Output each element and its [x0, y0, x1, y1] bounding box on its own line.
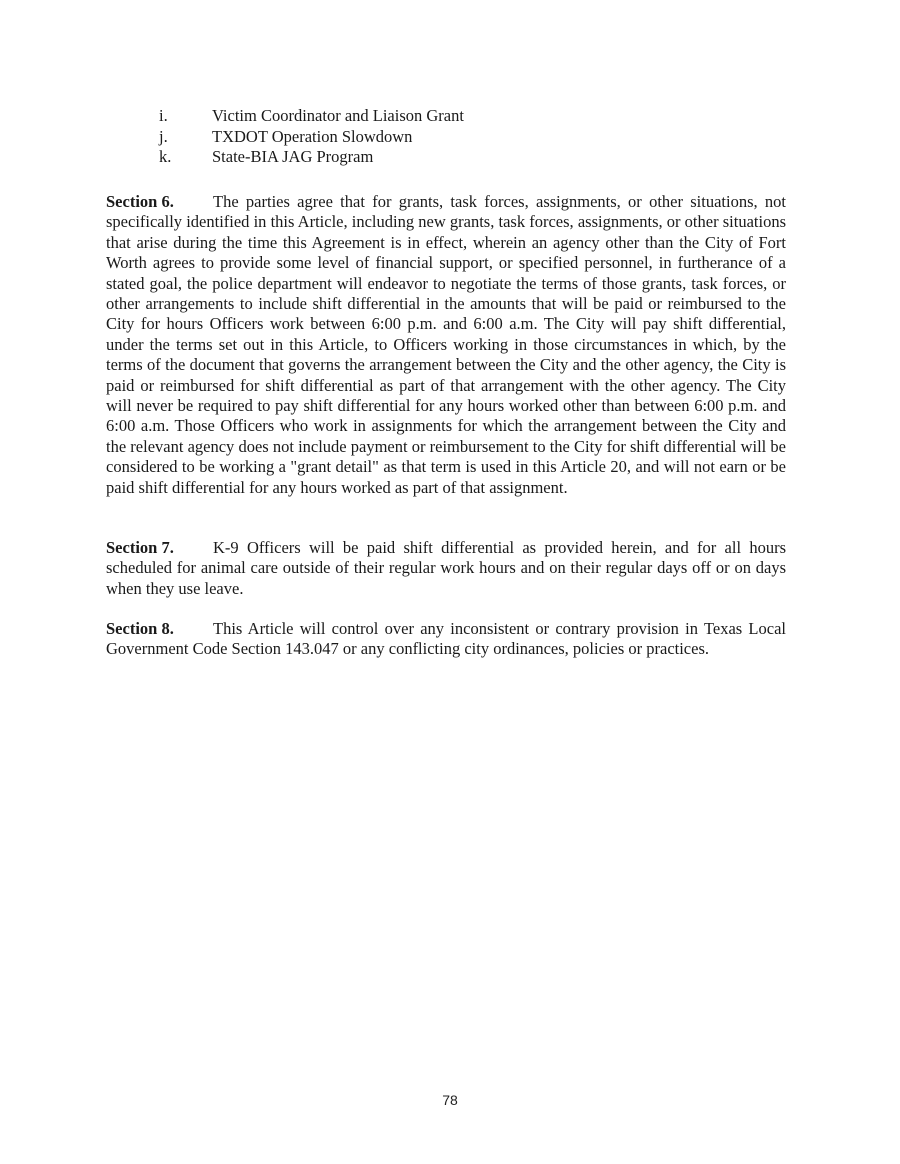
page-number: 78	[442, 1092, 458, 1108]
list-marker: j.	[159, 126, 168, 146]
section-heading: Section 7.	[106, 538, 174, 557]
list-item-text: Victim Coordinator and Liaison Grant	[212, 106, 464, 125]
list-item	[159, 106, 759, 127]
section-heading: Section 8.	[106, 619, 174, 638]
section-heading: Section 6.	[106, 192, 174, 211]
section-body: The parties agree that for grants, task forces, assignments, or other situations, not specifically identified in this Article, including new grants, task forces, assignments, or other situations that arise during the time this Agreement is in effect, wherein an agency other than the City of Fort Worth agrees to provide some level of financial support, or specified personnel, in furtherance of a stated goal, the police department will endeavor to negotiate the terms of those grants, task forces, or other arrangements to include shift differential in the amounts that will be paid or reimbursed to the City for hours Officers work between 6:00 p.m. and 6:00 a.m. The City will pay shift differential, under the terms set out in this Article, to Officers working in those circumstances in which, by the terms of the document that governs the arrangement between the City and the other agency, the City is paid or reimbursed for shift differential as part of that arrangement with the other agency. The City will never be required to pay shift differential for any hours worked other than between 6:00 p.m. and 6:00 a.m. Those Officers who work in assignments for which the arrangement between the City and the relevant agency does not include payment or reimbursement to the City for shift differential will be considered to be working a "grant detail" as that term is used in this Article 20, and will not earn or be paid shift differential for any hours worked as part of that assignment.	[106, 192, 786, 497]
section-body: K-9 Officers will be paid shift differential as provided herein, and for all hours scheduled for animal care outside of their regular work hours and on their regular days off or on days when they use leave.	[106, 538, 786, 598]
list-item-text: State-BIA JAG Program	[212, 147, 374, 166]
section-body: This Article will control over any inconsistent or contrary provision in Texas Local Government Code Section 143.047 or any conflicting city ordinances, policies or practices.	[106, 619, 786, 659]
list-marker: i.	[159, 106, 168, 125]
program-list	[159, 106, 759, 168]
list-marker: k.	[159, 147, 172, 166]
list-item-text: TXDOT Operation Slowdown	[212, 126, 413, 146]
section-6	[106, 192, 786, 498]
section-7	[106, 538, 786, 599]
section-8	[106, 619, 786, 660]
list-item	[159, 147, 759, 168]
list-item	[159, 127, 759, 148]
